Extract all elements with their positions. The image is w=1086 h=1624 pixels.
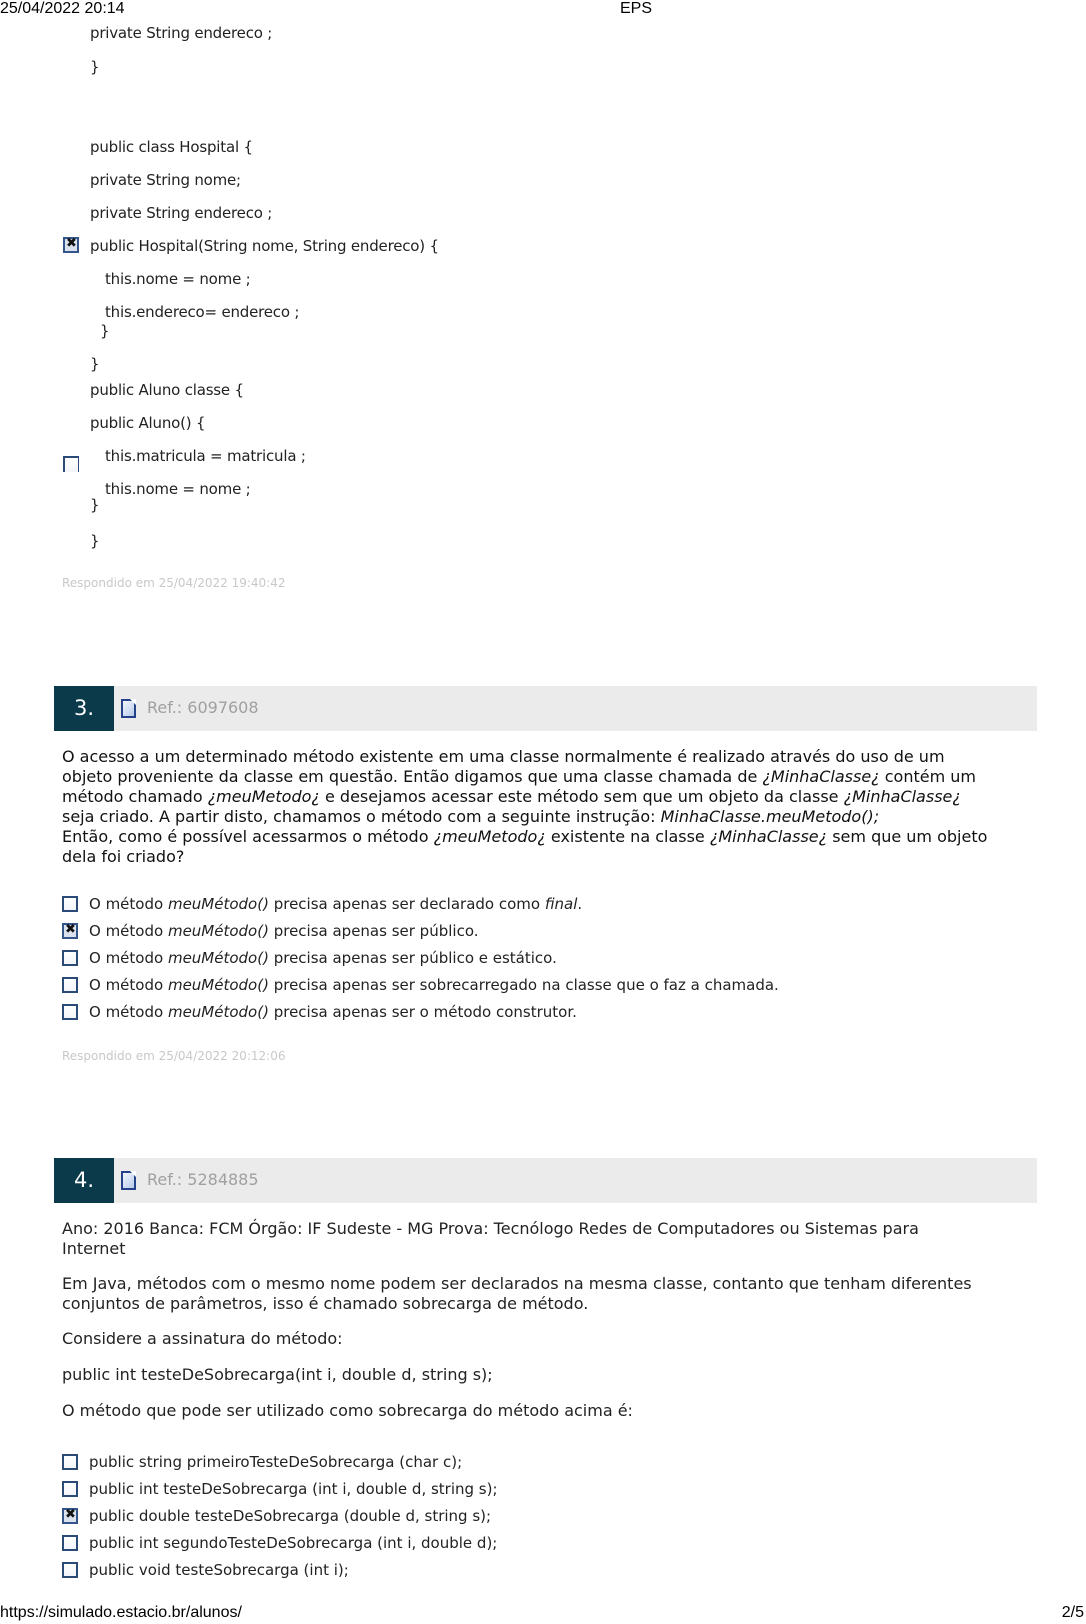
print-page-number: 2/5 <box>1061 1604 1084 1621</box>
code-line: } <box>90 496 100 514</box>
question-text-line: Então, como é possível acessarmos o método ¿meuMetodo¿ existente na classe ¿MinhaClasse¿ sem que um objeto <box>62 827 988 846</box>
option-label: O método meuMétodo() precisa apenas ser sobrecarregado na classe que o faz a chamada. <box>89 976 779 994</box>
question-3-header <box>54 686 1037 731</box>
code-line: public Aluno classe { <box>90 381 244 399</box>
document-icon <box>121 699 136 718</box>
option-checkbox[interactable] <box>62 896 78 912</box>
option-checkbox[interactable] <box>62 1481 78 1497</box>
code-line: private String endereco ; <box>90 24 273 42</box>
code-line: } <box>90 532 100 550</box>
code-line: } <box>90 58 100 76</box>
code-line: public class Hospital { <box>90 138 253 156</box>
question-text-line: objeto proveniente da classe em questão. Então digamos que uma classe chamada de ¿MinhaClasse¿ contém um <box>62 767 976 786</box>
option-checkbox[interactable] <box>63 456 79 472</box>
option-checkbox-checked[interactable] <box>63 237 79 253</box>
option-label: public int segundoTesteDeSobrecarga (int i, double d); <box>89 1534 498 1552</box>
option-label: O método meuMétodo() precisa apenas ser o método construtor. <box>89 1003 577 1021</box>
question-4-prompt: O método que pode ser utilizado como sobrecarga do método acima é: <box>62 1401 633 1420</box>
option-checkbox-checked[interactable] <box>62 923 78 939</box>
option-label: O método meuMétodo() precisa apenas ser declarado como final. <box>89 895 583 913</box>
option-checkbox-checked[interactable] <box>62 1508 78 1524</box>
intro-line: conjuntos de parâmetros, isso é chamado sobrecarga de método. <box>62 1294 589 1313</box>
question-text-line: dela foi criado? <box>62 847 185 866</box>
question-4-consider: Considere a assinatura do método: <box>62 1329 343 1348</box>
code-line: this.endereco= endereco ; <box>105 303 300 321</box>
option-checkbox[interactable] <box>62 977 78 993</box>
question-4-header <box>54 1158 1037 1203</box>
question-4-source <box>62 1219 1032 1259</box>
option-label: public string primeiroTesteDeSobrecarga (char c); <box>89 1453 463 1471</box>
option-checkbox[interactable] <box>62 1562 78 1578</box>
option-label: public double testeDeSobrecarga (double d, string s); <box>89 1507 492 1525</box>
question-text-line: método chamado ¿meuMetodo¿ e desejamos acessar este método sem que um objeto da classe ¿MinhaClasse¿ <box>62 787 961 806</box>
question-number: 4. <box>54 1158 114 1203</box>
document-icon <box>121 1171 136 1190</box>
code-line: this.matricula = matricula ; <box>105 447 306 465</box>
code-line: public Hospital(String nome, String endereco) { <box>90 237 439 255</box>
code-line: private String endereco ; <box>90 204 273 222</box>
option-label: O método meuMétodo() precisa apenas ser público. <box>89 922 479 940</box>
code-line: private String nome; <box>90 171 241 189</box>
code-line: } <box>90 355 100 373</box>
print-title: EPS <box>620 0 653 17</box>
question-number: 3. <box>54 686 114 731</box>
source-line: Ano: 2016 Banca: FCM Órgão: IF Sudeste - MG Prova: Tecnólogo Redes de Computadores ou Sistemas para <box>62 1219 919 1238</box>
option-checkbox[interactable] <box>62 1454 78 1470</box>
question-ref: Ref.: 6097608 <box>147 698 259 717</box>
code-line: public Aluno() { <box>90 414 206 432</box>
answered-timestamp: Respondido em 25/04/2022 19:40:42 <box>62 576 286 590</box>
code-line: this.nome = nome ; <box>105 270 251 288</box>
question-4-signature: public int testeDeSobrecarga(int i, double d, string s); <box>62 1365 493 1384</box>
print-url: https://simulado.estacio.br/alunos/ <box>0 1604 242 1621</box>
print-datetime: 25/04/2022 20:14 <box>0 0 125 17</box>
question-text-line: O acesso a um determinado método existente em uma classe normalmente é realizado através do uso de um <box>62 747 945 766</box>
question-4-intro <box>62 1274 1032 1314</box>
question-ref: Ref.: 5284885 <box>147 1170 259 1189</box>
question-text-line: seja criado. A partir disto, chamamos o método com a seguinte instrução: MinhaClasse.meuMetodo(); <box>62 807 880 826</box>
option-checkbox[interactable] <box>62 950 78 966</box>
source-line: Internet <box>62 1239 126 1258</box>
intro-line: Em Java, métodos com o mesmo nome podem ser declarados na mesma classe, contanto que tenham diferentes <box>62 1274 972 1293</box>
option-checkbox[interactable] <box>62 1535 78 1551</box>
option-label: public int testeDeSobrecarga (int i, double d, string s); <box>89 1480 498 1498</box>
code-line: this.nome = nome ; <box>105 480 251 498</box>
answered-timestamp: Respondido em 25/04/2022 20:12:06 <box>62 1049 286 1063</box>
option-checkbox[interactable] <box>62 1004 78 1020</box>
code-line: } <box>100 322 110 340</box>
option-label: public void testeSobrecarga (int i); <box>89 1561 349 1579</box>
option-label: O método meuMétodo() precisa apenas ser público e estático. <box>89 949 557 967</box>
question-3-text <box>62 747 1032 867</box>
